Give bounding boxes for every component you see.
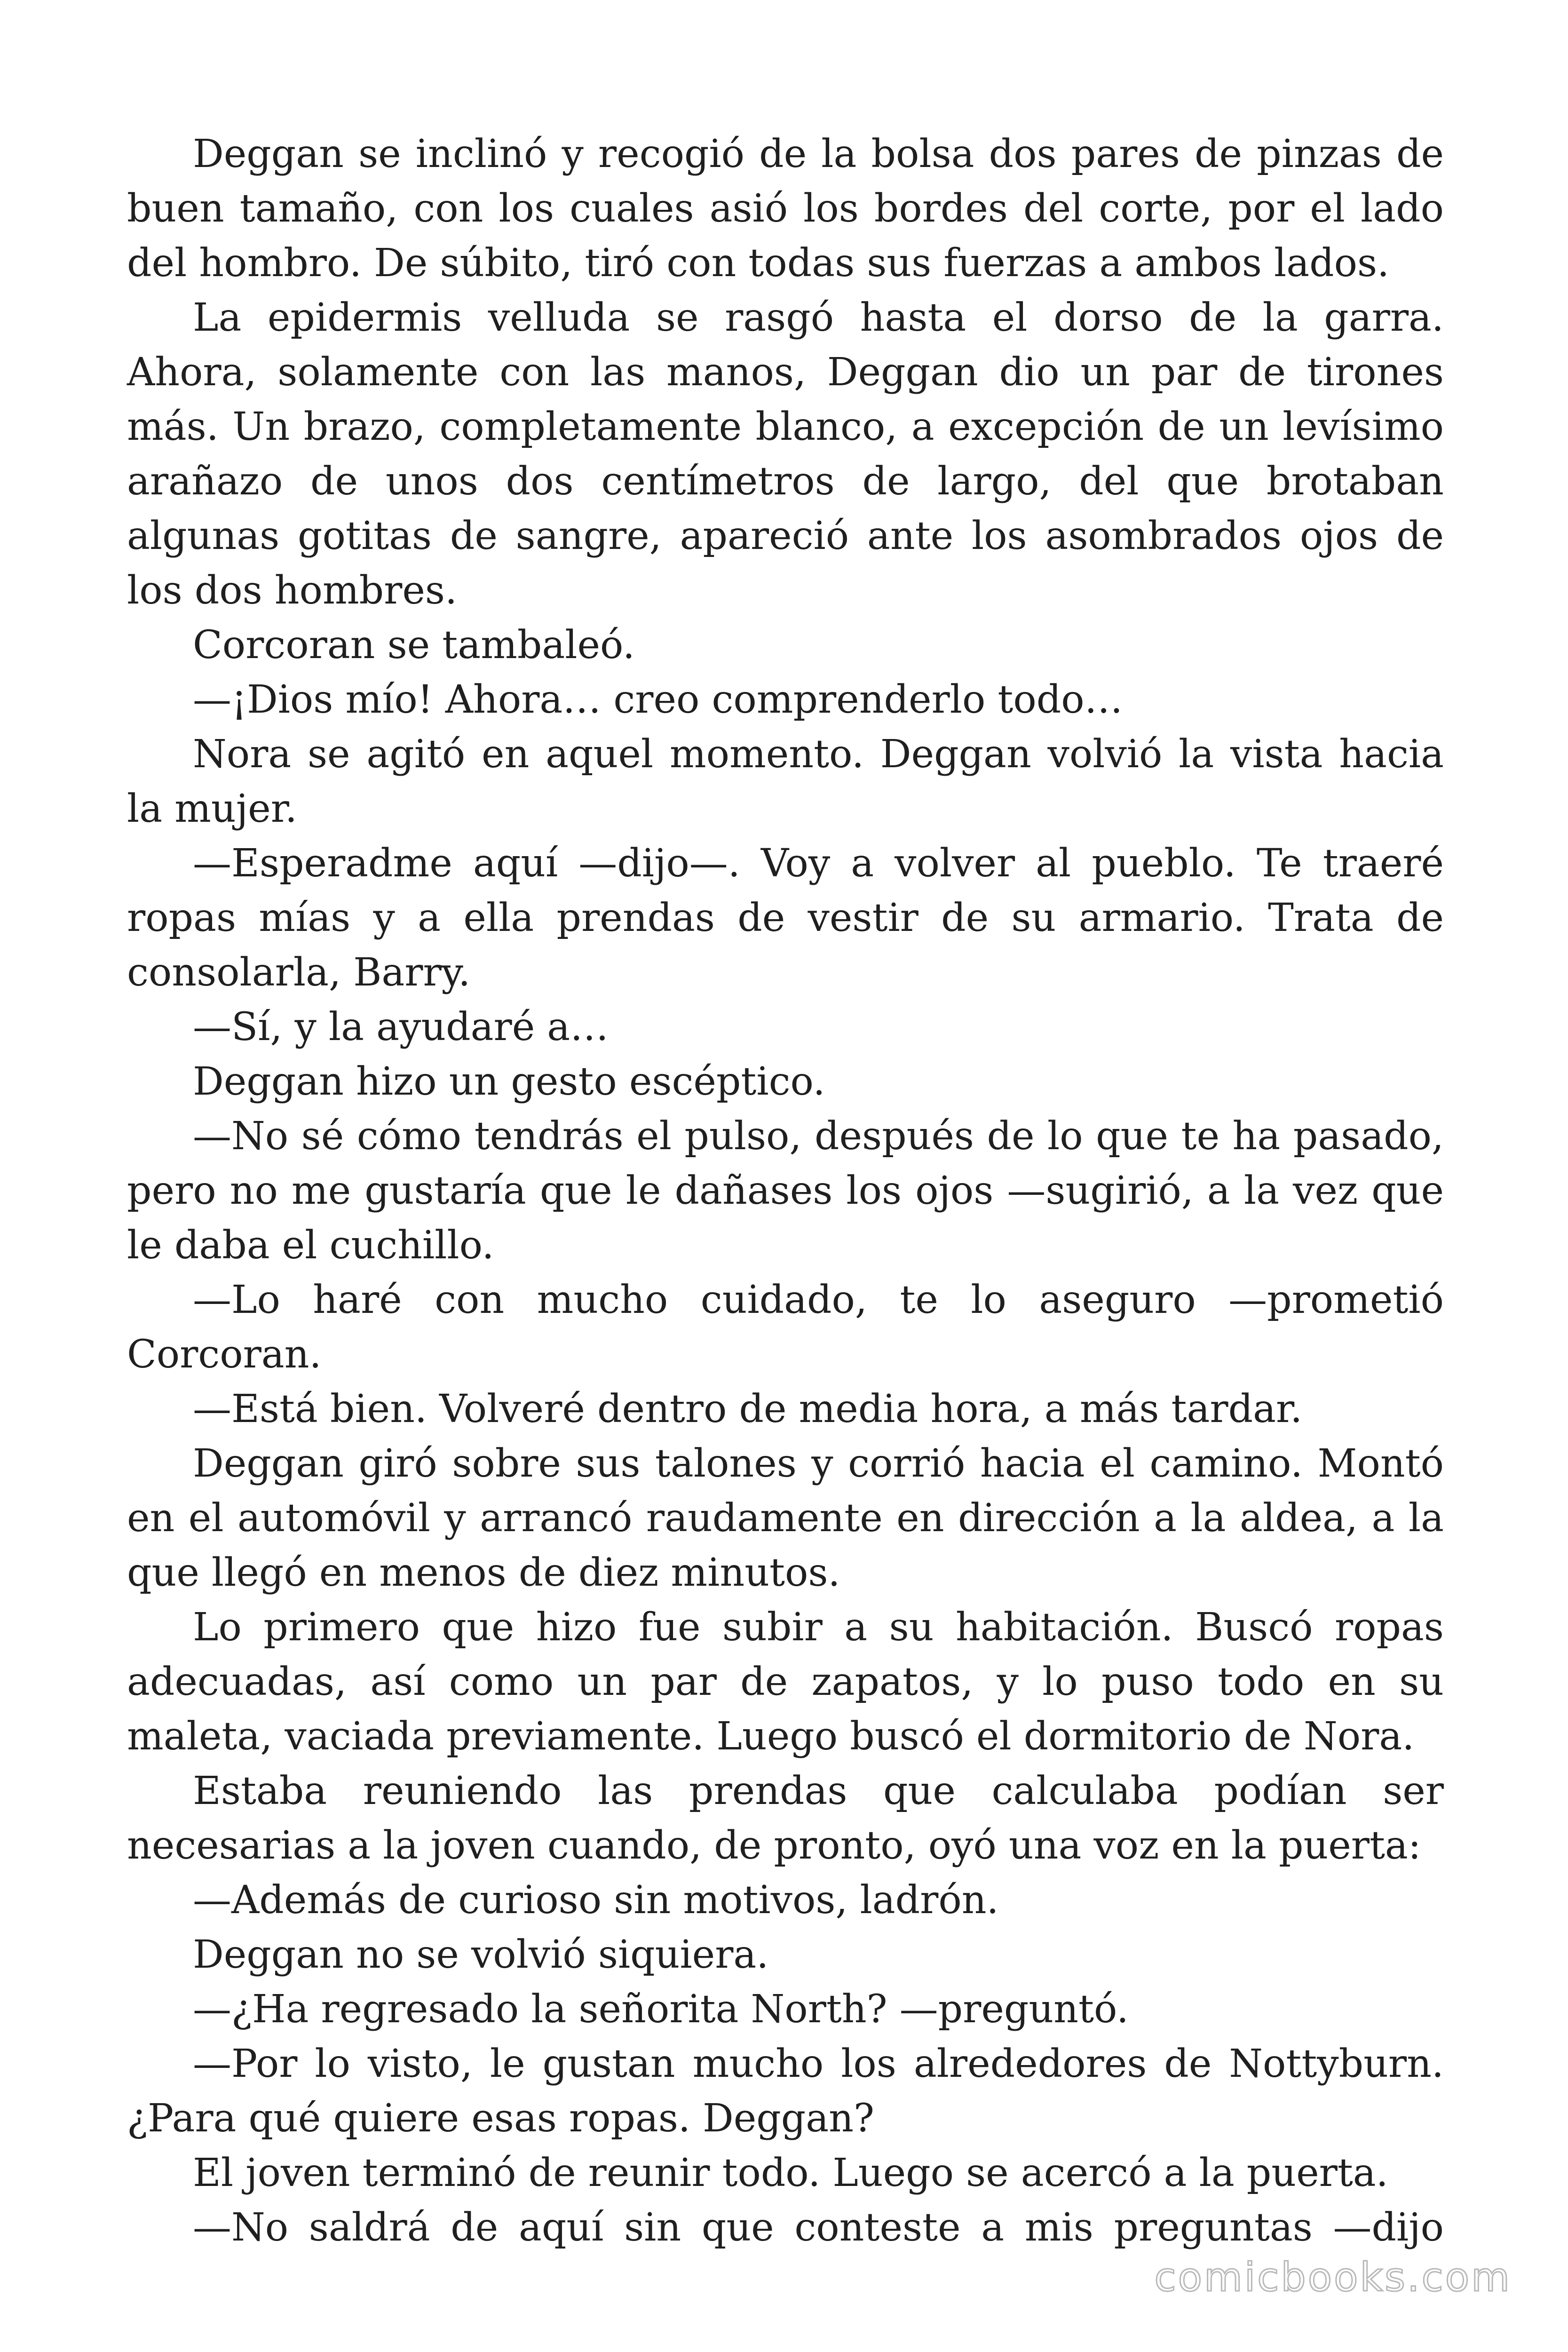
paragraph: —¡Dios mío! Ahora… creo comprenderlo todo… (193, 677, 1123, 722)
paragraph: Lo primero que hizo fue subir a su habitación. Buscó ropas adecuadas, así como un par de zapatos, y lo puso todo en su maleta, vaciada previamente. Luego buscó el dormitorio de Nora. (127, 1605, 1444, 1759)
paragraph: Deggan hizo un gesto escéptico. (193, 1059, 825, 1104)
paragraph: —Está bien. Volveré dentro de media hora, a más tardar. (193, 1387, 1303, 1431)
book-page (127, 127, 1444, 2250)
paragraph: —Por lo visto, le gustan mucho los alrededores de Nottyburn. ¿Para qué quiere esas ropas. Deggan? (127, 2042, 1444, 2141)
body-text (127, 127, 1444, 2255)
paragraph: Deggan giró sobre sus talones y corrió hacia el camino. Montó en el automóvil y arrancó raudamente en dirección a la aldea, a la que llegó en menos de diez minutos. (127, 1441, 1444, 1595)
watermark: comicbooks.com (1154, 2254, 1512, 2300)
paragraph: El joven terminó de reunir todo. Luego se acercó a la puerta. (193, 2151, 1388, 2195)
paragraph: —Lo haré con mucho cuidado, te lo aseguro —prometió Corcoran. (127, 1278, 1444, 1377)
paragraph: Estaba reuniendo las prendas que calculaba podían ser necesarias a la joven cuando, de pronto, oyó una voz en la puerta: (127, 1769, 1444, 1868)
paragraph: —Sí, y la ayudaré a… (193, 1005, 609, 1049)
paragraph: Nora se agitó en aquel momento. Deggan volvió la vista hacia la mujer. (127, 732, 1444, 831)
paragraph: Deggan se inclinó y recogió de la bolsa dos pares de pinzas de buen tamaño, con los cuales asió los bordes del corte, por el lado del hombro. De súbito, tiró con todas sus fuerzas a ambos lados. (127, 132, 1444, 286)
paragraph: —Además de curioso sin motivos, ladrón. (193, 1878, 999, 1923)
paragraph: La epidermis velluda se rasgó hasta el dorso de la garra. Ahora, solamente con las manos, Deggan dio un par de tirones más. Un brazo, completamente blanco, a excepción de un levísimo arañazo de unos dos centímetros de largo, del que brotaban algunas gotitas de sangre, apareció ante los asombrados ojos de los dos hombres. (127, 295, 1444, 613)
paragraph: —No sé cómo tendrás el pulso, después de lo que te ha pasado, pero no me gustaría que le dañases los ojos —sugirió, a la vez que le daba el cuchillo. (127, 1114, 1444, 1268)
paragraph: Deggan no se volvió siquiera. (193, 1932, 769, 1977)
paragraph: Corcoran se tambaleó. (193, 623, 635, 667)
paragraph: —Esperadme aquí —dijo—. Voy a volver al pueblo. Te traeré ropas mías y a ella prendas de vestir de su armario. Trata de consolarla, Barry. (127, 841, 1444, 995)
paragraph: —¿Ha regresado la señorita North? —preguntó. (193, 1987, 1129, 2032)
paragraph-last: —No saldrá de aquí sin que conteste a mis preguntas —dijo (193, 2205, 1444, 2250)
